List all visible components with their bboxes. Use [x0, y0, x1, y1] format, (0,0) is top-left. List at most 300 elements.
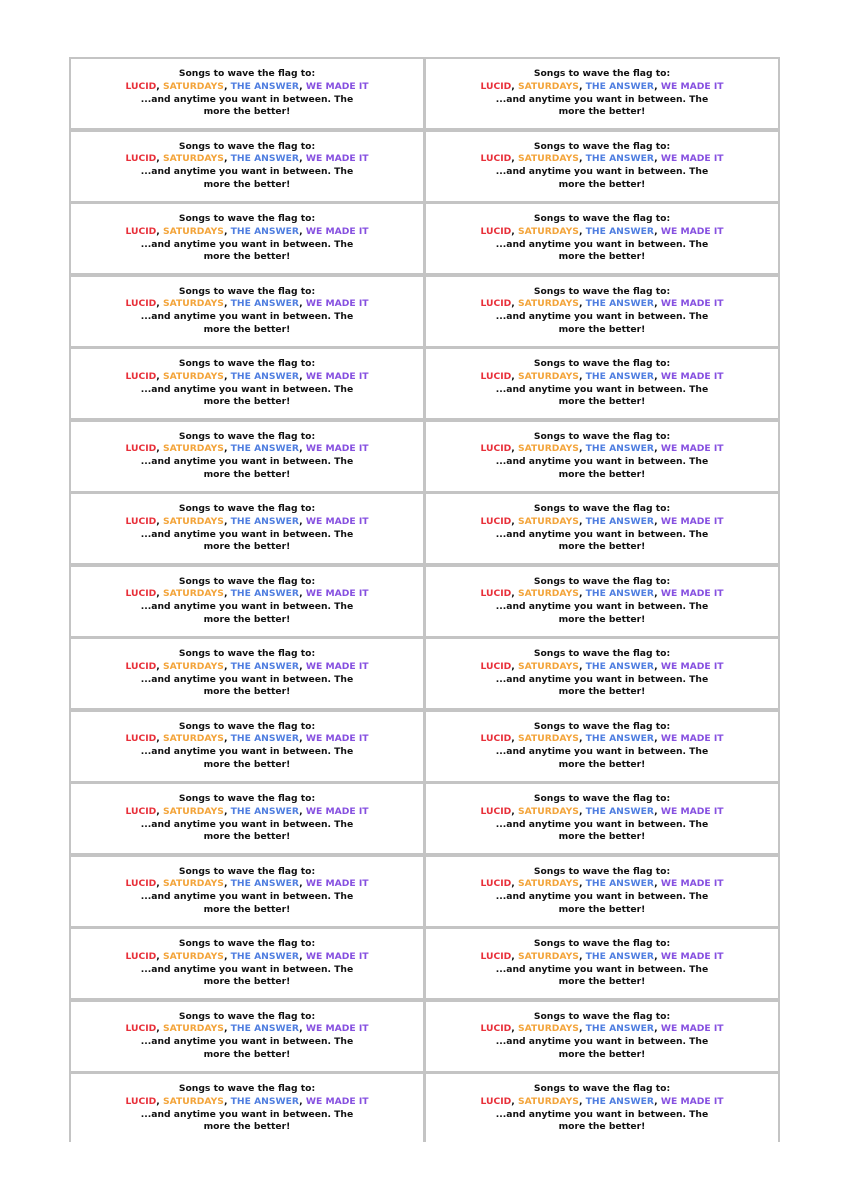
song-list — [481, 226, 724, 239]
label-heading: Songs to wave the flag to: — [533, 938, 671, 950]
label-heading: Songs to wave the flag to: — [533, 140, 671, 152]
song-separator: , — [156, 80, 163, 92]
song-we-made-it: WE MADE IT — [660, 298, 724, 310]
song-list — [481, 298, 724, 311]
song-saturdays: SATURDAYS — [517, 443, 579, 455]
song-the-answer: THE ANSWER — [585, 660, 655, 672]
label-sheet — [69, 57, 780, 1142]
label-tail: ...and anytime you want in between. The more the better! — [140, 891, 354, 915]
label-heading: Songs to wave the flag to: — [178, 865, 316, 877]
label-tail: ...and anytime you want in between. The more the better! — [140, 528, 354, 553]
song-we-made-it: WE MADE IT — [305, 878, 369, 890]
flag-label — [71, 277, 423, 346]
song-lucid: LUCID — [480, 153, 512, 165]
flag-label — [71, 1002, 423, 1071]
label-tail: ...and anytime you want in between. The more the better! — [140, 963, 354, 988]
label-tail: ...and anytime you want in between. The more the better! — [140, 456, 354, 480]
song-we-made-it: WE MADE IT — [305, 225, 369, 237]
song-separator: , — [578, 515, 586, 527]
song-saturdays: SATURDAYS — [517, 1095, 579, 1107]
song-separator: , — [223, 588, 231, 600]
song-lucid: LUCID — [125, 588, 157, 600]
song-we-made-it: WE MADE IT — [305, 1095, 369, 1107]
song-separator: , — [654, 443, 661, 455]
song-separator: , — [299, 733, 306, 745]
song-separator: , — [654, 588, 661, 600]
song-separator: , — [511, 515, 518, 527]
label-tail: ...and anytime you want in between. The more the better! — [495, 601, 709, 625]
song-separator: , — [654, 733, 661, 745]
song-separator: , — [578, 443, 586, 455]
song-we-made-it: WE MADE IT — [305, 1023, 369, 1035]
label-heading: Songs to wave the flag to: — [178, 648, 316, 660]
label-tail: ...and anytime you want in between. The more the better! — [140, 238, 354, 263]
song-list — [481, 588, 724, 601]
song-lucid: LUCID — [480, 443, 512, 455]
song-the-answer: THE ANSWER — [230, 80, 300, 92]
song-we-made-it: WE MADE IT — [660, 1023, 724, 1035]
song-list — [481, 371, 724, 384]
song-list — [126, 1023, 369, 1036]
song-separator: , — [511, 443, 518, 455]
song-we-made-it: WE MADE IT — [660, 153, 724, 165]
flag-label — [71, 494, 423, 563]
song-separator: , — [578, 588, 586, 600]
song-saturdays: SATURDAYS — [162, 443, 224, 455]
label-tail: ...and anytime you want in between. The more the better! — [140, 818, 354, 843]
song-lucid: LUCID — [125, 805, 157, 817]
song-saturdays: SATURDAYS — [162, 878, 224, 890]
song-separator: , — [578, 1095, 586, 1107]
song-separator: , — [578, 298, 586, 310]
song-list — [481, 951, 724, 964]
song-the-answer: THE ANSWER — [585, 80, 655, 92]
song-the-answer: THE ANSWER — [585, 950, 655, 962]
song-the-answer: THE ANSWER — [585, 733, 655, 745]
song-list — [126, 443, 369, 456]
song-saturdays: SATURDAYS — [517, 660, 579, 672]
song-list — [126, 951, 369, 964]
song-saturdays: SATURDAYS — [162, 733, 224, 745]
label-heading: Songs to wave the flag to: — [178, 358, 316, 370]
song-separator: , — [223, 733, 231, 745]
song-separator: , — [511, 733, 518, 745]
flag-label — [426, 857, 778, 926]
song-list — [126, 371, 369, 384]
label-tail: ...and anytime you want in between. The more the better! — [495, 1108, 709, 1133]
song-separator: , — [654, 878, 661, 890]
label-tail: ...and anytime you want in between. The more the better! — [140, 166, 354, 190]
song-separator: , — [654, 298, 661, 310]
song-lucid: LUCID — [480, 515, 512, 527]
flag-label — [426, 204, 778, 273]
song-separator: , — [511, 225, 518, 237]
song-the-answer: THE ANSWER — [230, 733, 300, 745]
label-heading: Songs to wave the flag to: — [178, 938, 316, 950]
label-heading: Songs to wave the flag to: — [533, 648, 671, 660]
song-lucid: LUCID — [480, 225, 512, 237]
song-lucid: LUCID — [480, 950, 512, 962]
song-separator: , — [156, 443, 163, 455]
song-separator: , — [511, 1095, 518, 1107]
label-heading: Songs to wave the flag to: — [178, 575, 316, 587]
song-separator: , — [299, 660, 306, 672]
song-saturdays: SATURDAYS — [162, 1095, 224, 1107]
song-lucid: LUCID — [480, 80, 512, 92]
song-list — [481, 81, 724, 94]
song-separator: , — [578, 225, 586, 237]
song-list — [481, 516, 724, 529]
flag-label — [426, 1002, 778, 1071]
flag-label — [426, 132, 778, 201]
label-tail: ...and anytime you want in between. The more the better! — [140, 673, 354, 698]
song-lucid: LUCID — [125, 80, 157, 92]
song-list — [126, 81, 369, 94]
song-list — [126, 661, 369, 674]
label-tail: ...and anytime you want in between. The more the better! — [140, 601, 354, 625]
song-we-made-it: WE MADE IT — [305, 298, 369, 310]
label-tail: ...and anytime you want in between. The more the better! — [140, 1108, 354, 1133]
label-heading: Songs to wave the flag to: — [533, 1010, 671, 1022]
song-we-made-it: WE MADE IT — [660, 515, 724, 527]
song-separator: , — [156, 805, 163, 817]
label-tail: ...and anytime you want in between. The more the better! — [140, 311, 354, 335]
song-separator: , — [578, 878, 586, 890]
label-tail: ...and anytime you want in between. The more the better! — [495, 311, 709, 335]
song-the-answer: THE ANSWER — [230, 660, 300, 672]
song-list — [126, 733, 369, 746]
song-saturdays: SATURDAYS — [162, 153, 224, 165]
song-list — [481, 878, 724, 891]
song-lucid: LUCID — [480, 733, 512, 745]
song-we-made-it: WE MADE IT — [305, 660, 369, 672]
song-we-made-it: WE MADE IT — [660, 805, 724, 817]
song-list — [481, 806, 724, 819]
song-lucid: LUCID — [125, 153, 157, 165]
song-separator: , — [156, 1023, 163, 1035]
song-we-made-it: WE MADE IT — [305, 80, 369, 92]
label-heading: Songs to wave the flag to: — [533, 793, 671, 805]
song-separator: , — [156, 878, 163, 890]
song-the-answer: THE ANSWER — [585, 153, 655, 165]
song-separator: , — [654, 950, 661, 962]
flag-label — [426, 567, 778, 636]
song-separator: , — [578, 80, 586, 92]
flag-label — [71, 639, 423, 708]
song-we-made-it: WE MADE IT — [660, 370, 724, 382]
song-separator: , — [654, 1023, 661, 1035]
song-lucid: LUCID — [480, 588, 512, 600]
song-the-answer: THE ANSWER — [585, 878, 655, 890]
song-we-made-it: WE MADE IT — [660, 733, 724, 745]
song-lucid: LUCID — [480, 878, 512, 890]
song-saturdays: SATURDAYS — [517, 1023, 579, 1035]
song-lucid: LUCID — [125, 443, 157, 455]
flag-label — [71, 857, 423, 926]
song-saturdays: SATURDAYS — [517, 80, 579, 92]
song-separator: , — [654, 660, 661, 672]
song-separator: , — [156, 1095, 163, 1107]
label-heading: Songs to wave the flag to: — [533, 865, 671, 877]
song-lucid: LUCID — [480, 660, 512, 672]
song-list — [481, 153, 724, 166]
song-list — [126, 298, 369, 311]
song-separator: , — [511, 805, 518, 817]
song-the-answer: THE ANSWER — [585, 805, 655, 817]
song-saturdays: SATURDAYS — [517, 805, 579, 817]
song-separator: , — [299, 298, 306, 310]
song-separator: , — [299, 878, 306, 890]
label-tail: ...and anytime you want in between. The more the better! — [495, 818, 709, 843]
song-we-made-it: WE MADE IT — [305, 515, 369, 527]
flag-label — [426, 277, 778, 346]
song-separator: , — [156, 950, 163, 962]
song-we-made-it: WE MADE IT — [305, 733, 369, 745]
song-separator: , — [654, 515, 661, 527]
song-saturdays: SATURDAYS — [162, 805, 224, 817]
song-separator: , — [578, 153, 586, 165]
flag-label — [426, 784, 778, 853]
song-list — [481, 1096, 724, 1109]
song-saturdays: SATURDAYS — [162, 1023, 224, 1035]
song-the-answer: THE ANSWER — [585, 588, 655, 600]
flag-label — [426, 639, 778, 708]
song-we-made-it: WE MADE IT — [305, 370, 369, 382]
song-separator: , — [511, 1023, 518, 1035]
song-saturdays: SATURDAYS — [517, 298, 579, 310]
label-tail: ...and anytime you want in between. The more the better! — [495, 1036, 709, 1060]
song-the-answer: THE ANSWER — [585, 443, 655, 455]
song-lucid: LUCID — [480, 1095, 512, 1107]
song-the-answer: THE ANSWER — [585, 370, 655, 382]
song-lucid: LUCID — [125, 878, 157, 890]
flag-label — [426, 712, 778, 781]
song-separator: , — [223, 80, 231, 92]
song-lucid: LUCID — [125, 370, 157, 382]
label-heading: Songs to wave the flag to: — [178, 503, 316, 515]
label-heading: Songs to wave the flag to: — [178, 140, 316, 152]
song-list — [126, 878, 369, 891]
song-saturdays: SATURDAYS — [517, 733, 579, 745]
song-we-made-it: WE MADE IT — [305, 588, 369, 600]
label-tail: ...and anytime you want in between. The more the better! — [495, 383, 709, 408]
song-separator: , — [299, 370, 306, 382]
song-the-answer: THE ANSWER — [585, 298, 655, 310]
label-heading: Songs to wave the flag to: — [178, 1083, 316, 1095]
song-separator: , — [299, 588, 306, 600]
label-tail: ...and anytime you want in between. The more the better! — [495, 93, 709, 118]
song-separator: , — [511, 588, 518, 600]
song-saturdays: SATURDAYS — [162, 298, 224, 310]
song-list — [126, 1096, 369, 1109]
song-lucid: LUCID — [125, 515, 157, 527]
song-separator: , — [156, 515, 163, 527]
song-separator: , — [156, 370, 163, 382]
song-the-answer: THE ANSWER — [230, 298, 300, 310]
label-heading: Songs to wave the flag to: — [533, 213, 671, 225]
song-separator: , — [654, 80, 661, 92]
song-saturdays: SATURDAYS — [162, 80, 224, 92]
song-we-made-it: WE MADE IT — [305, 443, 369, 455]
song-separator: , — [156, 660, 163, 672]
song-list — [126, 516, 369, 529]
song-lucid: LUCID — [125, 298, 157, 310]
flag-label — [426, 494, 778, 563]
song-separator: , — [578, 733, 586, 745]
song-separator: , — [156, 153, 163, 165]
song-we-made-it: WE MADE IT — [305, 950, 369, 962]
label-tail: ...and anytime you want in between. The more the better! — [495, 963, 709, 988]
song-saturdays: SATURDAYS — [517, 515, 579, 527]
song-separator: , — [654, 225, 661, 237]
song-saturdays: SATURDAYS — [517, 588, 579, 600]
song-separator: , — [223, 370, 231, 382]
label-heading: Songs to wave the flag to: — [533, 68, 671, 80]
song-separator: , — [299, 153, 306, 165]
label-heading: Songs to wave the flag to: — [178, 68, 316, 80]
label-tail: ...and anytime you want in between. The more the better! — [495, 456, 709, 480]
label-heading: Songs to wave the flag to: — [533, 430, 671, 442]
song-we-made-it: WE MADE IT — [660, 878, 724, 890]
label-heading: Songs to wave the flag to: — [533, 720, 671, 732]
song-separator: , — [654, 153, 661, 165]
song-separator: , — [299, 80, 306, 92]
flag-label — [71, 567, 423, 636]
label-heading: Songs to wave the flag to: — [533, 1083, 671, 1095]
song-separator: , — [299, 805, 306, 817]
label-tail: ...and anytime you want in between. The more the better! — [140, 746, 354, 770]
flag-label — [71, 59, 423, 128]
song-lucid: LUCID — [480, 370, 512, 382]
song-we-made-it: WE MADE IT — [660, 660, 724, 672]
song-the-answer: THE ANSWER — [230, 515, 300, 527]
song-list — [126, 806, 369, 819]
label-heading: Songs to wave the flag to: — [533, 285, 671, 297]
song-separator: , — [654, 1095, 661, 1107]
song-saturdays: SATURDAYS — [517, 950, 579, 962]
label-tail: ...and anytime you want in between. The more the better! — [495, 891, 709, 915]
label-heading: Songs to wave the flag to: — [178, 793, 316, 805]
song-lucid: LUCID — [125, 733, 157, 745]
flag-label — [426, 1074, 778, 1143]
song-separator: , — [578, 660, 586, 672]
song-we-made-it: WE MADE IT — [305, 153, 369, 165]
flag-label — [71, 1074, 423, 1143]
song-the-answer: THE ANSWER — [585, 1023, 655, 1035]
song-separator: , — [654, 370, 661, 382]
flag-label — [426, 929, 778, 998]
song-lucid: LUCID — [125, 1095, 157, 1107]
song-the-answer: THE ANSWER — [585, 1095, 655, 1107]
song-saturdays: SATURDAYS — [162, 225, 224, 237]
song-the-answer: THE ANSWER — [230, 588, 300, 600]
song-separator: , — [299, 1023, 306, 1035]
song-separator: , — [223, 1095, 231, 1107]
song-the-answer: THE ANSWER — [230, 805, 300, 817]
song-separator: , — [578, 370, 586, 382]
song-lucid: LUCID — [125, 1023, 157, 1035]
song-saturdays: SATURDAYS — [517, 370, 579, 382]
song-separator: , — [156, 588, 163, 600]
song-separator: , — [156, 225, 163, 237]
song-lucid: LUCID — [125, 225, 157, 237]
song-we-made-it: WE MADE IT — [660, 588, 724, 600]
song-saturdays: SATURDAYS — [517, 878, 579, 890]
song-lucid: LUCID — [480, 805, 512, 817]
song-separator: , — [223, 950, 231, 962]
song-lucid: LUCID — [125, 950, 157, 962]
song-separator: , — [223, 660, 231, 672]
song-lucid: LUCID — [480, 1023, 512, 1035]
song-separator: , — [223, 1023, 231, 1035]
song-the-answer: THE ANSWER — [230, 1095, 300, 1107]
song-list — [481, 443, 724, 456]
song-separator: , — [511, 153, 518, 165]
label-tail: ...and anytime you want in between. The more the better! — [495, 238, 709, 263]
song-the-answer: THE ANSWER — [230, 878, 300, 890]
song-separator: , — [511, 370, 518, 382]
label-tail: ...and anytime you want in between. The more the better! — [140, 1036, 354, 1060]
song-separator: , — [223, 298, 231, 310]
label-tail: ...and anytime you want in between. The more the better! — [140, 383, 354, 408]
song-saturdays: SATURDAYS — [162, 370, 224, 382]
song-separator: , — [511, 950, 518, 962]
label-heading: Songs to wave the flag to: — [178, 1010, 316, 1022]
song-we-made-it: WE MADE IT — [660, 950, 724, 962]
song-saturdays: SATURDAYS — [162, 588, 224, 600]
song-list — [126, 226, 369, 239]
song-we-made-it: WE MADE IT — [660, 225, 724, 237]
label-tail: ...and anytime you want in between. The more the better! — [495, 746, 709, 770]
flag-label — [71, 929, 423, 998]
label-heading: Songs to wave the flag to: — [178, 430, 316, 442]
song-separator: , — [156, 298, 163, 310]
song-separator: , — [299, 443, 306, 455]
song-separator: , — [578, 1023, 586, 1035]
song-separator: , — [511, 878, 518, 890]
song-separator: , — [299, 515, 306, 527]
song-separator: , — [511, 80, 518, 92]
flag-label — [71, 784, 423, 853]
song-list — [481, 661, 724, 674]
label-heading: Songs to wave the flag to: — [533, 503, 671, 515]
flag-label — [426, 59, 778, 128]
song-list — [481, 1023, 724, 1036]
song-saturdays: SATURDAYS — [517, 225, 579, 237]
song-we-made-it: WE MADE IT — [305, 805, 369, 817]
song-the-answer: THE ANSWER — [230, 950, 300, 962]
song-separator: , — [223, 805, 231, 817]
song-the-answer: THE ANSWER — [230, 443, 300, 455]
label-heading: Songs to wave the flag to: — [178, 720, 316, 732]
flag-label — [71, 712, 423, 781]
song-lucid: LUCID — [480, 298, 512, 310]
label-heading: Songs to wave the flag to: — [533, 575, 671, 587]
song-the-answer: THE ANSWER — [230, 153, 300, 165]
label-tail: ...and anytime you want in between. The more the better! — [495, 673, 709, 698]
label-tail: ...and anytime you want in between. The more the better! — [495, 528, 709, 553]
song-saturdays: SATURDAYS — [162, 950, 224, 962]
song-saturdays: SATURDAYS — [162, 660, 224, 672]
song-separator: , — [299, 225, 306, 237]
song-we-made-it: WE MADE IT — [660, 443, 724, 455]
flag-label — [71, 132, 423, 201]
song-separator: , — [223, 515, 231, 527]
song-separator: , — [511, 660, 518, 672]
song-separator: , — [578, 950, 586, 962]
song-separator: , — [654, 805, 661, 817]
song-separator: , — [578, 805, 586, 817]
